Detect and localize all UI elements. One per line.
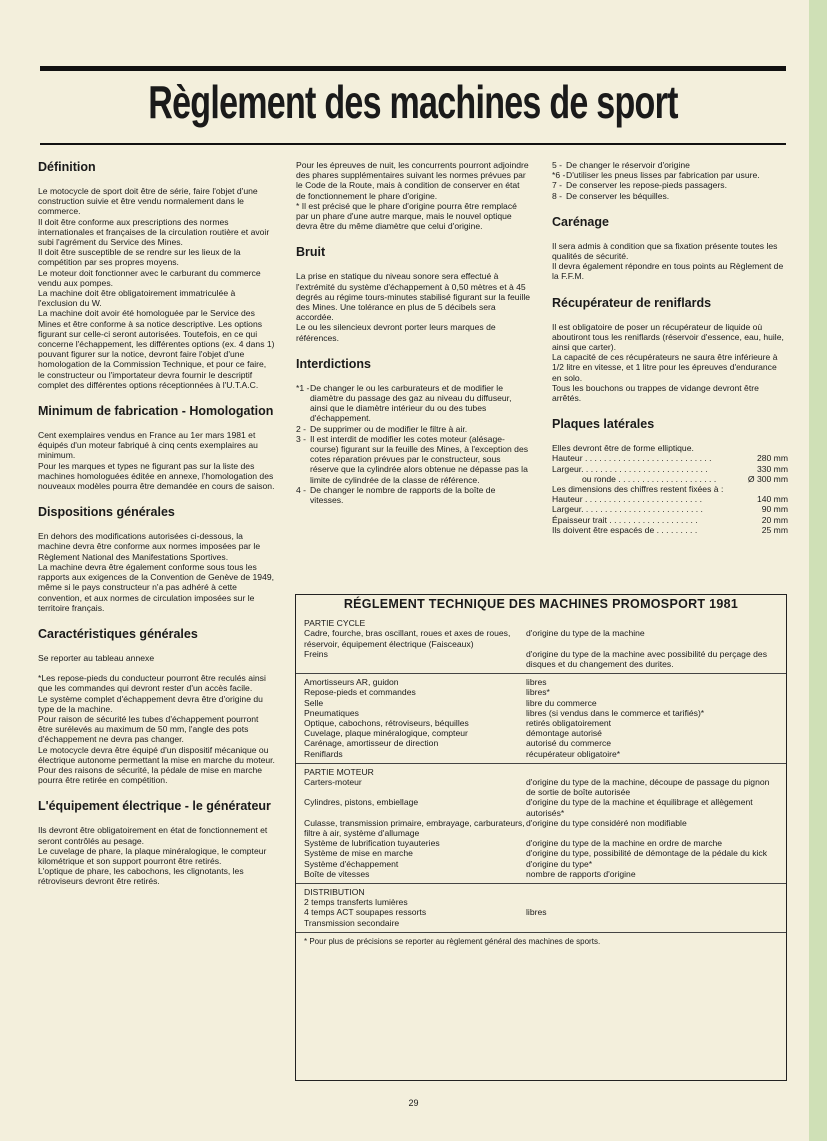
paragraph: Il est obligatoire de poser un récupérateur de liquide où aboutiront tous les reniflards (réservoir d'essence, eau, huile, ainsi que carter). <box>552 321 784 353</box>
paragraph: Pour les épreuves de nuit, les concurrents pourront adjoindre des phares supplémentaires suivant les normes prévues par le Code de la Route, mais à condition de conserver en état de fonctionnement le phare d'origine. <box>296 160 529 201</box>
dimension-value: 90 mm <box>761 504 788 515</box>
item-number: 7 - <box>552 180 563 191</box>
top-rule <box>40 66 786 71</box>
paragraph: Le moteur doit fonctionner avec le carburant du commerce vendu aux pompes. <box>38 267 261 288</box>
table-row <box>304 749 778 759</box>
dimension-row <box>552 494 788 504</box>
table-cell-rule: d'origine du type de la machine et équilibrage et allègement autorisés* <box>526 797 753 818</box>
table-cell-rule: d'origine du type de la machine, découpe de passage du pignon de sortie de boîte autorisée <box>526 777 770 798</box>
item-number: 8 - <box>552 190 563 201</box>
table-section-heading: DISTRIBUTION <box>304 887 365 898</box>
item-number: 5 - <box>552 160 563 170</box>
paragraph: Il devra également répondre en tous points au Règlement de la F.F.M. <box>552 261 784 282</box>
paragraph: *Les repose-pieds du conducteur pourront être reculés ainsi que les commandes qui devront rester d'un accès facile. <box>38 673 266 694</box>
table-section <box>296 763 786 883</box>
table-cell-rule: retirés obligatoirement <box>526 718 612 729</box>
dimension-value: 330 mm <box>756 463 788 474</box>
section-heading: Minimum de fabrication - Homologation <box>38 404 274 419</box>
table-row <box>304 848 778 858</box>
table-section-heading: PARTIE CYCLE <box>304 618 366 629</box>
paragraph: La machine devra être également conforme sous tous les rapports aux exigences de la Convention de Genève de 1949, même si le pays constructeur n'a pas adhéré à cette convention, et aux normes de circulation imposées sur le territoire français. <box>38 561 275 613</box>
item-number: 3 - <box>296 433 307 444</box>
table-cell-item: Repose-pieds et commandes <box>304 687 416 698</box>
dimension-value: Ø 300 mm <box>747 473 788 484</box>
night-lights-section <box>296 160 531 231</box>
section <box>38 799 275 886</box>
paragraph: Les dimensions des chiffres restent fixées à : <box>552 484 724 495</box>
table-cell-rule: d'origine du type de la machine avec possibilité du perçage des disques et du changement des durites. <box>526 648 767 670</box>
table-cell-item: Optique, cabochons, rétroviseurs, béquilles <box>304 718 469 729</box>
dimension-label: ou ronde . . . . . . . . . . . . . . . . . . . . . <box>582 473 717 484</box>
interdictions-section <box>296 357 531 505</box>
table-cell-item: Carénage, amortisseur de direction <box>304 738 439 749</box>
paragraph: Pour raison de sécurité les tubes d'échappement pourront être surélevés au maximum de 50 mm, l'angle des pots d'échappement ne devra pas changer. <box>38 713 259 745</box>
carenage-section <box>552 215 788 282</box>
dimension-label: Hauteur . . . . . . . . . . . . . . . . . . . . . . . . . . . <box>552 453 712 464</box>
section <box>38 505 275 613</box>
dimension-row <box>552 525 788 535</box>
table-cell-item: 4 temps ACT soupapes ressorts <box>304 907 427 918</box>
table-cell-rule: nombre de rapports d'origine <box>526 868 636 879</box>
table-cell-rule <box>526 918 778 928</box>
table-cell-item: Cuvelage, plaque minéralogique, compteur <box>304 728 468 739</box>
dimension-row <box>552 453 788 463</box>
table-row <box>304 708 778 718</box>
paragraph: Il sera admis à condition que sa fixation présente toutes les qualités de sécurité. <box>552 240 778 262</box>
table-row <box>304 797 778 817</box>
table-cell-item: Carters-moteur <box>304 777 362 788</box>
table-cell-rule: d'origine du type* <box>526 858 593 869</box>
paragraph: La machine doit avoir été homologuée par le Service des Mines et être conforme à sa notice descriptive. Les options figurant sur celle-ci seront autorisées. Toutefois, en ce qui concerne l'échappement, les différentes options (ex. 4 dans 1) pouvant figurer sur la notice, devront faire l'objet d'une homologation de la Commission Technique, et pour ce faire, le constructeur ou l'importateur devra fournir le descriptif complet des différentes options réceptionnées à l'U.T.A.C. <box>38 308 275 390</box>
dimension-row <box>552 504 788 514</box>
table-row <box>304 738 778 748</box>
item-number: *6 - <box>552 170 566 181</box>
paragraph: Il doit être susceptible de se rendre sur les lieux de la compétition par ses propres moyens. <box>38 247 241 268</box>
table-cell-rule: libres <box>526 907 547 918</box>
column-middle <box>296 160 531 519</box>
table-row <box>304 649 778 669</box>
dimension-row <box>552 464 788 474</box>
dimension-value: 280 mm <box>756 453 788 464</box>
page-title: Règlement des machines de sport <box>148 76 678 128</box>
table-cell-item: Freins <box>304 648 328 659</box>
list-item <box>552 191 788 201</box>
page-number: 29 <box>408 1098 419 1108</box>
recuperateur-section <box>552 296 788 404</box>
dimension-label: Épaisseur trait . . . . . . . . . . . . . . . . . . . <box>552 514 698 525</box>
paragraph: Ils devront être obligatoirement en état de fonctionnement et seront contrôlés au pesage. <box>38 825 268 846</box>
table-cell-rule <box>526 897 778 907</box>
table-cell-item: Cylindres, pistons, embiellage <box>304 797 419 808</box>
paragraph: Il doit être conforme aux prescriptions des normes internationales et françaises de la circulation routière et avoir subi l'agrément du Service des Mines. <box>38 216 270 248</box>
dimension-value: 25 mm <box>761 524 788 535</box>
item-text: De supprimer ou de modifier le filtre à air. <box>310 423 468 434</box>
table-cell-item: Reniflards <box>304 748 343 759</box>
section-heading: Caractéristiques générales <box>38 626 198 641</box>
table-row <box>304 918 778 928</box>
item-text: Il est interdit de modifier les cotes moteur (alésage-course) figurant sur la feuille des Mines, à l'exception des cotes réparation prévues par le constructeur, sous réserve que la cylindrée alors obtenue ne dépasse pas la limite de cylindrée de la classe de référence. <box>310 433 529 485</box>
table-section <box>296 673 786 763</box>
table-cell-item: Système de lubrification tuyauteries <box>304 838 440 849</box>
table-row <box>304 869 778 879</box>
column-left <box>38 160 275 901</box>
table-cell-rule: libres* <box>526 687 550 698</box>
table-row <box>304 728 778 738</box>
table-row <box>304 818 778 838</box>
table-title: RÉGLEMENT TECHNIQUE DES MACHINES PROMOSPORT 1981 <box>343 597 739 611</box>
table-body <box>296 615 786 932</box>
table-row <box>304 687 778 697</box>
table-cell-rule: d'origine du type, possibilité de démontage de la pédale du kick <box>526 848 767 859</box>
table-row <box>304 777 778 797</box>
section-heading: Définition <box>38 160 96 174</box>
list-item <box>552 160 788 170</box>
item-text: D'utiliser les pneus lisses par fabrication par usure. <box>566 170 760 181</box>
table-row <box>304 677 778 687</box>
section-heading: Plaques latérales <box>552 417 655 432</box>
list-item <box>296 424 531 434</box>
bruit-section <box>296 245 531 342</box>
paragraph: Tous les bouchons ou trappes de vidange devront être arrêtés. <box>552 382 759 404</box>
table-footnote: * Pour plus de précisions se reporter au règlement général des machines de sports. <box>296 932 786 951</box>
paragraph: Se reporter au tableau annexe <box>38 652 155 663</box>
plaques-section <box>552 417 788 535</box>
page-edge-strip <box>809 0 827 1141</box>
dimension-label: Largeur. . . . . . . . . . . . . . . . . . . . . . . . . . <box>552 504 703 515</box>
table-cell-item: Culasse, transmission primaire, embrayage, carburateurs, filtre à air, système d'allumage <box>304 817 525 839</box>
table-cell-rule: récupérateur obligatoire* <box>526 748 621 759</box>
section-heading: L'équipement électrique - le générateur <box>38 799 271 814</box>
table-row <box>304 698 778 708</box>
dimension-row <box>552 474 788 484</box>
table-cell-item: Amortisseurs AR, guidon <box>304 677 399 688</box>
table-cell-item: Cadre, fourche, bras oscillant, roues et axes de roues, réservoir, équipement électrique (Faisceaux) <box>304 628 511 649</box>
list-item <box>552 180 788 190</box>
item-text: De conserver les repose-pieds passagers. <box>566 180 727 191</box>
interdictions-list <box>296 383 531 505</box>
table-cell-rule: libres <box>526 677 547 688</box>
list-item <box>296 485 531 505</box>
table-section <box>296 615 786 673</box>
table-cell-item: Système de mise en marche <box>304 848 413 859</box>
section <box>38 404 275 491</box>
table-section-heading: PARTIE MOTEUR <box>304 766 374 777</box>
interdictions-continued <box>552 160 788 201</box>
paragraph: Cent exemplaires vendus en France au 1er mars 1981 et équipés d'un moteur fabriqué à cinq cents exemplaires au minimum. <box>38 430 258 461</box>
paragraph: La machine doit être obligatoirement immatriculée à l'exclusion du W. <box>38 288 236 309</box>
list-item <box>296 383 531 424</box>
dimension-value: 140 mm <box>756 494 788 505</box>
table-cell-item: 2 temps transferts lumières <box>304 897 408 908</box>
paragraph: Le motocycle devra être équipé d'un dispositif mécanique ou électrique autonome permettant la mise en marche du moteur. <box>38 744 275 765</box>
table-row <box>304 897 778 907</box>
paragraph: Pour des raisons de sécurité, la pédale de mise en marche pourra être retirée en compétition. <box>38 764 263 786</box>
paragraph: Elles devront être de forme elliptique. <box>552 443 694 454</box>
paragraph: La prise en statique du niveau sonore sera effectué à l'extrémité du système d'échappement à 0,50 mètres et à 45 degrés au régime tours-minutes stabilisé figurant sur la feuille des Mines. Une tolérance en plus de 5 décibels sera accordée. <box>296 271 531 323</box>
table-cell-item: Transmission secondaire <box>304 917 400 928</box>
paragraph: La capacité de ces récupérateurs ne saura être inférieure à 1/2 litre en vitesse, et 1 litre pour les épreuves d'endurance en solo. <box>552 352 778 383</box>
item-number: *1 - <box>296 382 310 393</box>
section-heading: Carénage <box>552 214 609 229</box>
dimension-label: Ils doivent être espacés de . . . . . . . . . <box>552 524 698 535</box>
table-row <box>304 838 778 848</box>
table-cell-item: Pneumatiques <box>304 707 359 718</box>
table-cell-rule: libre du commerce <box>526 697 597 708</box>
section-heading: Interdictions <box>296 356 372 371</box>
table-row <box>304 859 778 869</box>
table-cell-rule: démontage autorisé <box>526 728 602 739</box>
dimension-label: Largeur. . . . . . . . . . . . . . . . . . . . . . . . . . . <box>552 463 708 474</box>
paragraph: L'optique de phare, les cabochons, les clignotants, les rétroviseurs devront être retirés. <box>38 866 244 887</box>
technical-rules-table <box>295 594 787 1081</box>
column-right <box>552 160 788 549</box>
item-text: De conserver les béquilles. <box>566 190 670 201</box>
paragraph: Le système complet d'échappement devra être d'origine du type de la machine. <box>38 693 263 714</box>
paragraph: Le ou les silencieux devront porter leurs marques de références. <box>296 322 496 343</box>
table-cell-rule: d'origine du type de la machine <box>526 628 645 639</box>
table-cell-item: Selle <box>304 697 324 708</box>
table-section <box>296 883 786 932</box>
table-cell-item: Boîte de vitesses <box>304 868 370 879</box>
item-text: De changer le nombre de rapports de la boîte de vitesses. <box>310 484 496 506</box>
paragraph: Le motocycle de sport doit être de série, faire l'objet d'une construction suivie et être vendu normalement dans le commerce. <box>38 186 258 217</box>
paragraph: En dehors des modifications autorisées ci-dessous, la machine devra être conforme aux normes imposées par le Règlement National des Manifestations Sportives. <box>38 531 261 562</box>
section <box>38 627 275 785</box>
list-item <box>296 434 531 485</box>
section <box>38 160 275 390</box>
table-row <box>304 628 778 648</box>
table-cell-item: Système d'échappement <box>304 858 399 869</box>
dimension-label: Hauteur . . . . . . . . . . . . . . . . . . . . . . . . . <box>552 494 702 505</box>
item-text: De changer le ou les carburateurs et de modifier le diamètre du passage des gaz au niveau du diffuseur, ainsi que le diamètre intérieur du ou des tubes d'échappement. <box>310 382 512 424</box>
section-heading: Récupérateur de reniflards <box>552 295 712 310</box>
paragraph <box>38 663 275 673</box>
table-row <box>304 718 778 728</box>
paragraph: * Il est précisé que le phare d'origine pourra être remplacé par un phare d'une autre marque, mais le nouvel optique devra être du même diamètre que celui d'origine. <box>296 200 517 232</box>
item-text: De changer le réservoir d'origine <box>566 160 690 170</box>
section-heading: Dispositions générales <box>38 505 175 520</box>
list-item <box>552 170 788 180</box>
dimension-value: 20 mm <box>761 514 788 525</box>
paragraph: Pour les marques et types ne figurant pas sur la liste des machines homologuées éditée en annexe, l'homologation des nouveaux modèles pourra être demandée en cours de saison. <box>38 460 275 492</box>
section-heading: Bruit <box>296 245 326 260</box>
item-number: 4 - <box>296 484 307 495</box>
table-cell-rule: libres (si vendus dans le commerce et tarifiés)* <box>526 707 705 718</box>
item-number: 2 - <box>296 423 307 434</box>
paragraph: Le cuvelage de phare, la plaque minéralogique, le compteur kilométrique et son support pourront être retirés. <box>38 845 267 866</box>
title-rule <box>40 143 786 145</box>
interdictions-list-continued <box>552 160 788 201</box>
table-row <box>304 907 778 917</box>
table-cell-rule: d'origine du type considéré non modifiable <box>526 817 687 828</box>
table-cell-rule: autorisé du commerce <box>526 738 612 749</box>
dimension-row <box>552 515 788 525</box>
table-cell-rule: d'origine du type de la machine en ordre de marche <box>526 838 723 849</box>
